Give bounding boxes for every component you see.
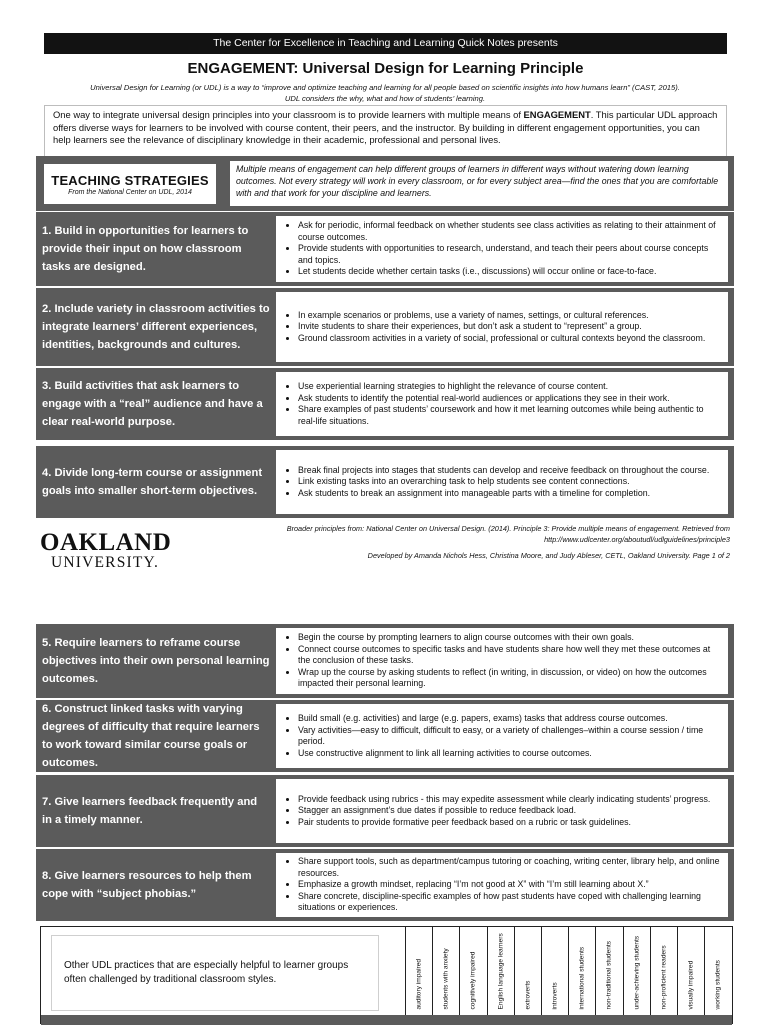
bullet-list	[284, 632, 722, 690]
bullet-item: • Share concrete, discipline-specific examples of how past students have coped with challenging learning situations or experiences.	[298, 891, 722, 914]
bullet-item: • Ask for periodic, informal feedback on whether students see class activities as relating to their attainment of course outcomes.	[298, 220, 722, 243]
bullet-item: • Begin the course by prompting learners to align course outcomes with their own goals.	[298, 632, 722, 644]
practices-table	[40, 926, 733, 1024]
strategy-title: 4. Divide long-term course or assignment goals into smaller short-term objectives.	[42, 467, 263, 497]
strategy-row	[36, 212, 734, 286]
intro-bold-term: ENGAGEMENT	[523, 109, 591, 120]
bullet-item: • Provide feedback using rubrics - this may expedite assessment while clearly indicating students’ progress.	[298, 794, 722, 806]
strategy-row	[36, 700, 734, 772]
bullet-item: • Link existing tasks into an overarching task to help students see content connections.	[298, 476, 722, 488]
intro-paragraph	[44, 105, 727, 159]
practices-column-headers	[405, 927, 732, 1015]
bullet-item: • Connect course outcomes to specific tasks and have students share how well they met these outcomes at the conclusion of these tasks.	[298, 644, 722, 667]
credits	[190, 524, 730, 562]
bullet-item: • Let students decide whether certain tasks (i.e., discussions) will occur online or face-to-face.	[298, 266, 722, 278]
strategy-row	[36, 775, 734, 847]
bullet-item: • Ask students to identify the potential real-world audiences or applications they see in their work.	[298, 393, 722, 405]
bullet-item: • Vary activities—easy to difficult, difficult to easy, or a variety of challenges–within a course session / time period.	[298, 725, 722, 748]
strategy-row	[36, 624, 734, 698]
strategy-row	[36, 368, 734, 440]
column-header	[541, 927, 568, 1015]
strategy-bullets	[276, 216, 728, 282]
strategy-row	[36, 288, 734, 366]
bullet-item: • Invite students to share their experiences, but don’t ask a student to “represent” a group.	[298, 321, 722, 333]
bullet-item: • Share support tools, such as department/campus tutoring or coaching, writing center, library help, and online resources.	[298, 856, 722, 879]
bullet-item: • Use constructive alignment to link all learning activities to course outcomes.	[298, 748, 722, 760]
intro-text-before: One way to integrate universal design principles into your classroom is to provide learners with multiple means of	[53, 109, 524, 120]
bullet-item: • Emphasize a growth mindset, replacing “I’m not good at X” with “I’m still learning about X.”	[298, 879, 722, 891]
oakland-university-logo	[40, 530, 170, 570]
udl-definition	[50, 82, 720, 104]
strategy-row	[36, 849, 734, 921]
strategy-row	[36, 446, 734, 518]
bullet-list	[284, 794, 722, 829]
strategy-bullets	[276, 372, 728, 436]
strategy-bullets	[276, 292, 728, 362]
strategy-bullets	[276, 704, 728, 768]
bullet-item: • Pair students to provide formative peer feedback based on a rubric or task guidelines.	[298, 817, 722, 829]
column-header	[677, 927, 704, 1015]
bullet-item: • In example scenarios or problems, use a variety of names, settings, or cultural references.	[298, 310, 722, 322]
column-header-label: cognitively impaired	[469, 951, 477, 1009]
udl-definition-line-2: UDL considers the why, what and how of students’ learning.	[284, 94, 486, 103]
logo-line-2: UNIVERSITY.	[50, 554, 160, 571]
column-header	[459, 927, 486, 1015]
column-header	[623, 927, 650, 1015]
column-header-label: non-traditional students	[605, 940, 613, 1009]
strategy-title: 5. Require learners to reframe course objectives into their own personal learning outcomes.	[42, 637, 270, 685]
column-header-label: international students	[578, 946, 586, 1009]
bullet-list	[284, 310, 722, 345]
column-header	[650, 927, 677, 1015]
column-header-label: non-proficient readers	[660, 944, 668, 1009]
credit-line-1: Broader principles from: National Center on Universal Design. (2014). Principle 3: Provide multiple means of engagement. Retrieved from	[286, 524, 730, 533]
bullet-item: • Wrap up the course by asking students to reflect (in writing, in discussion, or video) on how the outcomes impacted their personal learning.	[298, 667, 722, 690]
column-header-label: under-achieving students	[632, 935, 640, 1009]
banner: The Center for Excellence in Teaching and Learning Quick Notes presents	[44, 33, 727, 54]
strategy-bullets	[276, 853, 728, 917]
strategies-source: From the National Center on UDL, 2014	[68, 189, 192, 196]
column-header-label: visually impaired	[687, 960, 695, 1009]
credit-url: http://www.udlcenter.org/aboutudl/udlguidelines/principle3	[544, 534, 730, 544]
bullet-item: • Build small (e.g. activities) and large (e.g. papers, exams) tasks that address course outcomes.	[298, 713, 722, 725]
bullet-list	[284, 856, 722, 914]
bullet-list	[284, 381, 722, 427]
bullet-item: • Break final projects into stages that students can develop and receive feedback on throughout the course.	[298, 465, 722, 477]
bullet-item: • Ask students to break an assignment into manageable parts with a timeline for completion.	[298, 488, 722, 500]
strategy-title: 3. Build activities that ask learners to engage with a “real” audience and have a clear real-world purpose.	[42, 380, 263, 428]
bullet-list	[284, 713, 722, 759]
column-header	[568, 927, 595, 1015]
strategies-heading-box	[44, 164, 216, 204]
bullet-item: • Share examples of past students’ coursework and how it met learning outcomes while being authentic to real-life situations.	[298, 404, 722, 427]
practices-intro: Other UDL practices that are especially helpful to learner groups often challenged by traditional classroom styles.	[51, 935, 379, 1011]
column-header-label: students with anxiety	[442, 947, 450, 1009]
bullet-item: • Use experiential learning strategies to highlight the relevance of course content.	[298, 381, 722, 393]
column-header	[704, 927, 731, 1015]
column-header	[432, 927, 459, 1015]
intro-text-after: . This particular UDL approach offers diverse ways for learners to be involved with course content, their peers, and the instructor. By building in different engagement opportunities, you can help learners see the relevance of disciplinary knowledge in their academic, professional and personal lives.	[53, 109, 718, 146]
column-header-label: English language learners	[496, 932, 504, 1009]
column-header-label: extroverts	[524, 980, 532, 1009]
column-header	[595, 927, 622, 1015]
column-header-label: introverts	[551, 981, 559, 1009]
bullet-list	[284, 220, 722, 278]
strategies-heading: TEACHING STRATEGIES	[51, 173, 209, 188]
page-title: ENGAGEMENT: Universal Design for Learning Principle	[187, 60, 584, 77]
strategy-title: 7. Give learners feedback frequently and in a timely manner.	[42, 796, 258, 826]
strategy-title: 6. Construct linked tasks with varying degrees of difficulty that require learners to work toward similar course goals or outcomes.	[42, 703, 260, 769]
column-header	[487, 927, 514, 1015]
column-header-label: working students	[714, 959, 722, 1009]
bullet-item: • Provide students with opportunities to research, understand, and teach their peers about course concepts and topics.	[298, 243, 722, 266]
strategies-description: Multiple means of engagement can help different groups of learners in different ways without watering down learning outcomes. Not every strategy will work in every classroom, or for every subject area—find the ones that you are comfortable with and that work for your discipline and learners.	[230, 161, 728, 206]
strategy-bullets	[276, 628, 728, 694]
credit-authors: Developed by Amanda Nichols Hess, Christina Moore, and Judy Ableser, CETL, Oakland University. Page 1 of 2	[367, 551, 730, 560]
bullet-item: • Stagger an assignment’s due dates if possible to reduce feedback load.	[298, 805, 722, 817]
strategy-title: 1. Build in opportunities for learners to provide their input on how classroom tasks are designed.	[42, 225, 249, 273]
strategies-header	[36, 156, 734, 211]
bullet-item: • Ground classroom activities in a variety of social, professional or cultural contexts beyond the classroom.	[298, 333, 722, 345]
bullet-list	[284, 465, 722, 500]
column-header	[405, 927, 432, 1015]
strategy-title: 8. Give learners resources to help them cope with “subject phobias.”	[42, 870, 252, 900]
strategy-title: 2. Include variety in classroom activities to integrate learners’ different experiences, identities, backgrounds and cultures.	[42, 303, 270, 351]
strategy-bullets	[276, 779, 728, 843]
column-header	[514, 927, 541, 1015]
udl-definition-line-1: Universal Design for Learning (or UDL) is a way to “improve and optimize teaching and learning for all people based on scientific insights into how humans learn” (CAST, 2015).	[90, 83, 680, 92]
column-header-label: auditory impaired	[415, 958, 423, 1009]
strategy-bullets	[276, 450, 728, 514]
logo-line-1: OAKLAND	[40, 529, 172, 556]
